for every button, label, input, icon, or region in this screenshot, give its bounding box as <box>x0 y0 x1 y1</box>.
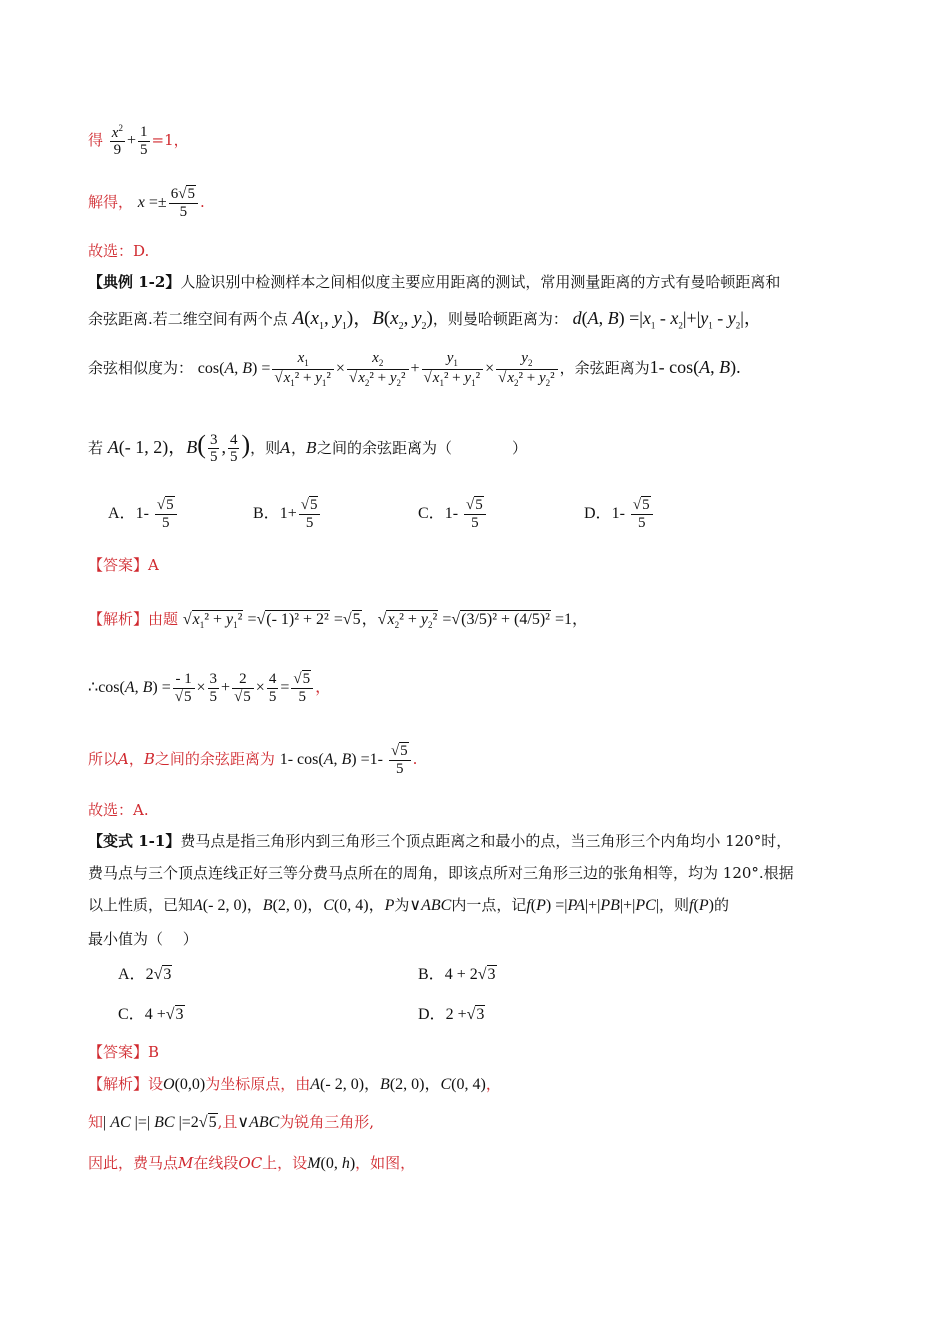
variant-1-1-line-4: 最小值为（ ） <box>88 930 198 948</box>
answer-pick-1: 故选：D. <box>88 242 150 260</box>
equation-line-2: 解得， x =± $\frac{6√5}{5}$ . <box>88 186 205 220</box>
answer-1: 【答案】A <box>88 556 159 574</box>
option-c[interactable]: C．1- $\frac{√5}{5}$ <box>418 497 488 531</box>
variant-1-1-line-1: 【变式 1-1】费马点是指三角形内到三角形三个顶点距离之和最小的点，当三角形三个内角均小 120°时， <box>88 832 792 850</box>
option-d-2[interactable]: D．2 +√3 <box>418 1006 485 1023</box>
option-a-2[interactable]: A．2√3 <box>118 966 172 983</box>
option-b-2[interactable]: B．4 + 2√3 <box>418 966 496 983</box>
solution-1-line-3: 所以A，B之间的余弦距离为 1- cos(A, B) =1- $\frac{√5}{5}$ . <box>88 743 418 777</box>
option-d[interactable]: D．1- $\frac{√5}{5}$ <box>584 497 655 531</box>
example-1-2-line-3: 余弦相似度为： cos(A, B) = $\frac{x_1}{√x_1^2 + y_1^2}$ × $\frac{x_2}{√x_2^2 + y_2^2}$ + $\frac{y_1}{√x_1^2 + y_1^2}$ × $\frac{y_2}{√x_2^2 + y_2^2}$ ，余弦距离为1- cos(A, B). <box>88 350 741 388</box>
answer-pick-2: 故选：A. <box>88 801 149 819</box>
equation-line-1: 得 $\frac{x^2}{9}$ + $\frac{1}{5}$ =1， <box>88 122 189 159</box>
solution-1-line-2: ∴cos(A, B) = $\frac{- 1}{√5}$ × $\frac{3}{5}$ + $\frac{2}{√5}$ × $\frac{4}{5}$ = $\frac{√5}{5}$ ， <box>88 671 332 705</box>
variant-1-1-line-3: 以上性质，已知A(- 2, 0)，B(2, 0)，C(0, 4)，P为∨ABC内一点，记f(P) =|PA|+|PB|+|PC|，则f(P)的 <box>88 896 729 914</box>
answer-2: 【答案】B <box>88 1043 160 1061</box>
example-1-2-line-1: 【典例 1-2】人脸识别中检测样本之间相似度主要应用距离的测试，常用测量距离的方式有曼哈顿距离和 <box>88 273 781 291</box>
solution-2-line-1: 【解析】设O(0,0)为坐标原点，由A(- 2, 0)，B(2, 0)，C(0, 4)， <box>88 1075 501 1093</box>
variant-1-1-line-2: 费马点与三个顶点连线正好三等分费马点所在的周角，即该点所对三角形三边的张角相等，均为 120°.根据 <box>88 864 794 882</box>
example-1-2-line-4: 若 A(- 1, 2)，B( $\frac{3}{5}$ , $\frac{4}{5}$ )，则A，B之间的余弦距离为（ ） <box>88 430 528 466</box>
example-1-2-line-2: 余弦距离.若二维空间有两个点 $A(x_1$, $y_1$)，$B(x_2$, $y_2$)，则曼哈顿距离为： d(A, $B) =|x_1 - x_2|+|y_1 - y_2|$， <box>88 308 762 332</box>
solution-2-line-3: 因此，费马点M在线段OC上，设M(0, h)，如图， <box>88 1154 416 1172</box>
option-b[interactable]: B．1+ $\frac{√5}{5}$ <box>253 497 322 531</box>
solution-2-line-2: 知| AC |=| BC |=2√5,且∨ABC为锐角三角形, <box>88 1113 375 1131</box>
option-c-2[interactable]: C．4 +√3 <box>118 1006 184 1023</box>
option-a[interactable]: A．1- $\frac{√5}{5}$ <box>108 497 179 531</box>
solution-1-line-1: 【解析】由题 $√x_1^2 + y_1^2$ =√(- 1)² + 2² =√5，$√x_2^2 + y_2^2 =√(3/5)^2 + (4/5)^2 =1$， <box>88 610 588 631</box>
